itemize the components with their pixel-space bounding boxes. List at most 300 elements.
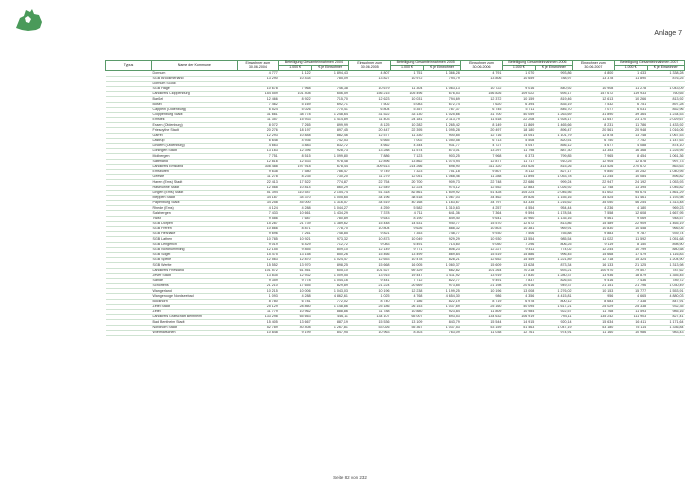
cell-value: 693,53: [423, 315, 460, 320]
cell-value: 7 580: [279, 169, 312, 174]
cell-value: 13 970: [279, 263, 312, 268]
cell-value: 11 279: [349, 175, 391, 180]
cell-value: 10 659: [502, 76, 535, 81]
cell-value: 1 894,43: [312, 71, 349, 76]
cell-value: 13 806: [461, 76, 503, 81]
cell-value: 693,21: [535, 268, 572, 273]
cell-value: 969,91: [535, 227, 572, 232]
cell-name: Twist: [152, 216, 238, 221]
cell-value: 1 047,19: [535, 325, 572, 330]
cell-value: 7 886: [349, 154, 391, 159]
cell-value: 787,37: [423, 107, 460, 112]
cell-value: 676,53: [423, 92, 460, 97]
cell-value: 10 266: [614, 97, 647, 102]
cell-value: 900,85: [423, 133, 460, 138]
cell-value: 8 871: [279, 227, 312, 232]
cell-value: 13 395: [614, 185, 647, 190]
subheader-eur-per-capita: € je Einwohner: [312, 66, 349, 71]
cell-value: 15 536: [349, 320, 391, 325]
cell-value: 51 394: [237, 190, 279, 195]
cell-value: 7 968: [461, 154, 503, 159]
cell-value: 1 148,86: [312, 304, 349, 309]
cell-value: 1 163,67: [423, 201, 460, 206]
cell-value: 12 244: [573, 247, 615, 252]
cell-value: 1 030,49: [647, 284, 684, 289]
cell-value: 12 878: [614, 159, 647, 164]
cell-name: Haselünne Stadt: [152, 185, 238, 190]
cell-value: 813,86: [535, 221, 572, 226]
cell-value: 13 499: [391, 252, 424, 257]
subheader-teur: 1.000 €: [614, 66, 647, 71]
cell-name: SGB Lengerich: [152, 242, 238, 247]
cell-value: 39 826: [502, 195, 535, 200]
cell-value: 101 572: [237, 268, 279, 273]
cell-value: 22 754: [349, 180, 391, 185]
cell-value: 4 880,03: [647, 294, 684, 299]
cell-value: 949,37: [535, 284, 572, 289]
cell-value: 156 826: [461, 92, 503, 97]
cell-value: 746,38: [312, 86, 349, 91]
cell-value: 8 190: [391, 216, 424, 221]
cell-value: 7 462: [237, 102, 279, 107]
cell-value: 3 883: [279, 144, 312, 149]
cell-value: 11 895: [502, 175, 535, 180]
cell-value: 4 665: [614, 294, 647, 299]
cell-value: 4 677: [573, 144, 615, 149]
cell-value: 1 061,36: [647, 154, 684, 159]
cell-value: 11 592: [614, 237, 647, 242]
cell-value: 1 265,42: [423, 123, 460, 128]
cell-value: 712,72: [312, 242, 349, 247]
cell-value: 16 005: [391, 263, 424, 268]
cell-value: 5 083: [391, 102, 424, 107]
cell-value: 11 330: [391, 133, 424, 138]
cell-value: 774,87: [312, 180, 349, 185]
cell-value: 7 968: [279, 86, 312, 91]
cell-value: 15 668: [573, 252, 615, 257]
cell-value: 8 072: [237, 123, 279, 128]
cell-value: 14 051: [502, 133, 535, 138]
cell-value: 1 037,69: [423, 304, 460, 309]
cell-value: 993,86: [535, 71, 572, 76]
cell-value: 197 918: [279, 164, 312, 169]
cell-value: 17 522: [279, 180, 312, 185]
cell-value: 34 258: [237, 201, 279, 206]
cell-value: 827,41: [647, 315, 684, 320]
cell-name: Bad Bentheim Stadt: [152, 320, 238, 325]
cell-value: 20 497: [461, 128, 503, 133]
cell-value: 1 389,62: [312, 221, 349, 226]
cell-value: 6 429: [279, 242, 312, 247]
cell-value: 34 519: [349, 201, 391, 206]
cell-value: 7 620: [461, 102, 503, 107]
cell-value: 12 653: [349, 258, 391, 263]
cell-value: 25 186: [349, 304, 391, 309]
cell-value: 11 786: [614, 123, 647, 128]
cell-value: 794,79: [423, 76, 460, 81]
cell-value: 882,46: [312, 133, 349, 138]
cell-value: 65 007: [391, 315, 424, 320]
subheader-teur: 1.000 €: [502, 66, 535, 71]
header-ew-2006: Einwohner zum 30.06.2006: [461, 61, 503, 71]
table-body: [106, 71, 685, 336]
cell-value: 12 224: [391, 185, 424, 190]
cell-value: 15 466: [349, 252, 391, 257]
cell-value: 1 005,65: [312, 195, 349, 200]
cell-value: 134 107: [349, 315, 391, 320]
cell-value: 6 713: [461, 138, 503, 143]
cell-value: 12 613: [573, 97, 615, 102]
cell-value: 999,24: [535, 180, 572, 185]
cell-name: Landkreis Grafschaft Bentheim: [152, 315, 238, 320]
cell-value: 311 320: [461, 164, 503, 169]
cell-name: Dornum: [152, 71, 238, 76]
cell-value: 922,57: [535, 310, 572, 315]
cell-value: 1 234,53: [647, 112, 684, 117]
cell-value: 10 921: [279, 237, 312, 242]
cell-value: 38 778: [279, 112, 312, 117]
cell-value: 820,51: [535, 138, 572, 143]
cell-name: SGB Brookmerland: [152, 76, 238, 81]
cell-value: 313 526: [573, 164, 615, 169]
cell-value: 79 507: [614, 268, 647, 273]
cell-name: Schortens: [152, 284, 238, 289]
cell-value: 5 357: [391, 107, 424, 112]
cell-value: 8 454: [614, 154, 647, 159]
cell-value: 800,12: [535, 299, 572, 304]
cell-value: 678,44: [312, 164, 349, 169]
cell-value: 794,11: [535, 315, 572, 320]
cell-value: 12 652: [461, 258, 503, 263]
cell-value: 1 043,03: [312, 289, 349, 294]
cell-value: 4 236: [573, 206, 615, 211]
cell-value: 715,70: [312, 97, 349, 102]
cell-name: Garrel: [152, 133, 238, 138]
cell-value: 931,77: [423, 144, 460, 149]
cell-name: Cappeln (Oldenburg): [152, 107, 238, 112]
cell-value: 827,17: [535, 169, 572, 174]
cell-value: 887,19: [312, 320, 349, 325]
cell-value: 7 265: [279, 123, 312, 128]
cell-value: 813,92: [647, 97, 684, 102]
cell-value: 10 159: [502, 97, 535, 102]
cell-typ: [106, 330, 152, 335]
cell-value: 1 204,90: [647, 258, 684, 263]
cell-value: 14 531: [391, 221, 424, 226]
cell-value: 896,47: [535, 128, 572, 133]
cell-value: 11 809: [461, 310, 503, 315]
cell-value: 7 712: [391, 278, 424, 283]
cell-value: 7 751: [237, 154, 279, 159]
cell-value: 25 129: [237, 304, 279, 309]
cell-value: 641,36: [423, 211, 460, 216]
cell-value: 863,63: [647, 164, 684, 169]
cell-value: 880,58: [647, 247, 684, 252]
cell-name: Barßel: [152, 97, 238, 102]
cell-value: 1 553,91: [647, 289, 684, 294]
cell-value: 956: [573, 294, 615, 299]
cell-value: 714,60: [423, 242, 460, 247]
cell-value: 1 225,95: [647, 149, 684, 154]
cell-value: 20 447: [349, 128, 391, 133]
cell-value: 82 861: [391, 190, 424, 195]
cell-value: 847,91: [647, 299, 684, 304]
cell-value: 846,70: [535, 107, 572, 112]
cell-value: 1 051,68: [647, 237, 684, 242]
cell-value: 10 866: [237, 227, 279, 232]
cell-value: 9 855: [279, 247, 312, 252]
cell-value: 21 210: [237, 284, 279, 289]
cell-value: 13 936: [573, 273, 615, 278]
cell-value: 9 083: [349, 242, 391, 247]
cell-value: 672,74: [423, 102, 460, 107]
cell-value: 1 093: [237, 294, 279, 299]
cell-value: 9 594: [502, 211, 535, 216]
cell-name: SGB Sögel: [152, 252, 238, 257]
cell-value: 9 050: [461, 242, 503, 247]
cell-value: 18 197: [279, 128, 312, 133]
cell-value: 1 044,16: [312, 278, 349, 283]
cell-value: 101 264: [461, 268, 503, 273]
cell-value: 898,90: [647, 242, 684, 247]
cell-value: 785,09: [312, 76, 349, 81]
cell-value: 22 686: [502, 180, 535, 185]
cell-value: 154 559: [237, 92, 279, 97]
cell-value: 1 216,62: [535, 201, 572, 206]
cell-value: 9 787: [614, 232, 647, 237]
cell-value: 780,89: [312, 216, 349, 221]
header-ges-2004: Beteiligung Gesamteinnahmen 2004: [279, 61, 349, 66]
cell-value: 11 869: [502, 123, 535, 128]
cell-name: Saterland: [152, 159, 238, 164]
cell-value: 15 448: [349, 221, 391, 226]
cell-value: 1 411,92: [423, 273, 460, 278]
cell-value: 788,97: [535, 76, 572, 81]
cell-value: 1 248,64: [312, 112, 349, 117]
cell-value: 12 552: [461, 185, 503, 190]
cell-value: 6 373: [502, 154, 535, 159]
cell-value: 12 149: [349, 247, 391, 252]
cell-value: 10 972: [391, 76, 424, 81]
cell-name: Landkreis Friesland: [152, 268, 238, 273]
cell-value: 5 508: [502, 138, 535, 143]
cell-value: 100 970: [573, 268, 615, 273]
cell-value: 34 797: [461, 201, 503, 206]
cell-value: 22 748: [461, 180, 503, 185]
cell-value: 940,77: [423, 221, 460, 226]
cell-value: 1 070: [502, 71, 535, 76]
cell-value: 7 502: [349, 102, 391, 107]
cell-value: 9 119: [573, 242, 615, 247]
cell-value: 12 577: [349, 133, 391, 138]
cell-value: 13 158: [279, 252, 312, 257]
cell-value: 7 123: [391, 154, 424, 159]
cell-value: 4 257: [461, 206, 503, 211]
cell-value: 1 116,83: [647, 252, 684, 257]
cell-value: 8 235: [279, 175, 312, 180]
cell-value: 789,72: [647, 278, 684, 283]
cell-value: 1 609,92: [423, 190, 460, 195]
cell-value: 973,85: [423, 284, 460, 289]
cell-value: 1 046,82: [647, 185, 684, 190]
coat-of-arms-logo: [12, 6, 46, 36]
cell-value: 985,16: [647, 310, 684, 315]
cell-value: 806,23: [423, 247, 460, 252]
header-ew-2007: Einwohner zum 30.06.2007: [573, 61, 615, 71]
cell-name: SGB Dörpen: [152, 221, 238, 226]
cell-value: 9 807: [461, 169, 503, 174]
cell-value: 1 044,27: [312, 206, 349, 211]
cell-value: 847,95: [312, 330, 349, 335]
cell-value: 51 318: [349, 190, 391, 195]
cell-value: 9 638: [237, 169, 279, 174]
cell-value: 10 381: [502, 227, 535, 232]
cell-value: 1 193,98: [647, 195, 684, 200]
cell-value: 815,26: [535, 164, 572, 169]
cell-value: 6 394: [502, 102, 535, 107]
cell-value: 1 067,53: [647, 133, 684, 138]
cell-value: 40 168: [391, 201, 424, 206]
cell-value: 8 780: [237, 299, 279, 304]
cell-value: 31 661: [237, 112, 279, 117]
header-ges-2007: Beteiligung Gesamteinnahmen 2007: [614, 61, 684, 66]
cell-name: Landkreis Emsland: [152, 164, 238, 169]
cell-value: 939,74: [647, 232, 684, 237]
cell-value: 15 570: [461, 221, 503, 226]
cell-value: 6 978: [502, 299, 535, 304]
cell-value: 10 803: [461, 227, 503, 232]
cell-value: 11 245: [573, 175, 615, 180]
cell-value: 10 986: [614, 330, 647, 335]
cell-value: 25 029: [573, 304, 615, 309]
cell-value: 1 099,80: [312, 154, 349, 159]
cell-value: 15 886: [502, 252, 535, 257]
cell-value: 119 933: [614, 92, 647, 97]
cell-value: 748,85: [312, 232, 349, 237]
cell-name: SGB Freren: [152, 227, 238, 232]
cell-value: 1 025,66: [423, 112, 460, 117]
cell-value: 13 919: [461, 273, 503, 278]
cell-value: 856,12: [535, 144, 572, 149]
cell-value: 33 130: [391, 112, 424, 117]
cell-value: 22 208: [502, 118, 535, 123]
cell-value: 9 199: [279, 330, 312, 335]
cell-value: 899,99: [312, 123, 349, 128]
cell-value: 13 297: [461, 149, 503, 154]
cell-value: 23 170: [614, 118, 647, 123]
cell-value: 8 922: [279, 97, 312, 102]
cell-value: 10 880: [391, 310, 424, 315]
cell-value: 898,25: [312, 263, 349, 268]
cell-value: 40 059: [502, 112, 535, 117]
cell-value: 10 196: [349, 289, 391, 294]
cell-value: 12 238: [391, 289, 424, 294]
header-ges-2005: Beteiligung Gesamteinnahmen 2005: [391, 61, 461, 66]
cell-value: 997,73: [647, 159, 684, 164]
cell-value: 9 561: [573, 216, 615, 221]
cell-value: 12 883: [502, 185, 535, 190]
cell-value: 22 909: [614, 221, 647, 226]
cell-value: 7 436: [614, 278, 647, 283]
cell-value: 9 930: [461, 232, 503, 237]
cell-value: 822,77: [423, 278, 460, 283]
cell-value: 34 187: [237, 195, 279, 200]
cell-value: 12 870: [279, 258, 312, 263]
cell-value: 12 396: [279, 149, 312, 154]
cell-name: Molbergen: [152, 154, 238, 159]
subheader-eur-per-capita: € je Einwohner: [647, 66, 684, 71]
cell-value: 755,88: [535, 232, 572, 237]
cell-name: Friesoythe Stadt: [152, 128, 238, 133]
cell-value: 135 242: [573, 315, 615, 320]
cell-value: 16 133: [573, 263, 615, 268]
cell-value: 11 779: [237, 310, 279, 315]
cell-value: 888,86: [312, 310, 349, 315]
cell-name: SGB Werlte: [152, 263, 238, 268]
header-ew-2005: Einwohner zum 30.06.2005: [349, 61, 391, 71]
cell-name: SGB Nordhümmling: [152, 247, 238, 252]
cell-value: 16 411: [614, 320, 647, 325]
cell-value: 1 434,29: [312, 211, 349, 216]
cell-value: 9 626: [391, 227, 424, 232]
cell-value: 10 084: [614, 175, 647, 180]
cell-value: 12 533: [279, 159, 312, 164]
cell-value: 9 069: [614, 216, 647, 221]
cell-value: 698,90: [423, 164, 460, 169]
cell-name: SGB Lathen: [152, 237, 238, 242]
cell-value: 11 647: [573, 118, 615, 123]
cell-value: 12 155: [237, 247, 279, 252]
cell-value: 849,40: [423, 216, 460, 221]
cell-value: 24 181: [391, 118, 424, 123]
cell-name: Wietmarschen: [152, 330, 238, 335]
cell-value: 11 278: [614, 86, 647, 91]
cell-value: 15 287: [237, 221, 279, 226]
cell-name: Lastrup: [152, 138, 238, 143]
header-typ: Typus: [106, 61, 152, 71]
cell-name: SGB Hage: [152, 86, 238, 91]
cell-value: 25 160: [461, 304, 503, 309]
cell-value: 34 196: [349, 195, 391, 200]
cell-value: 873,34: [535, 263, 572, 268]
cell-value: 11 278: [237, 175, 279, 180]
cell-value: 17 830: [502, 273, 535, 278]
cell-name: Emsbüren: [152, 169, 238, 174]
cell-value: 9 771: [391, 247, 424, 252]
cell-value: 12 227: [461, 247, 503, 252]
cell-value: 5 169: [279, 102, 312, 107]
cell-value: 4 800: [573, 71, 615, 76]
cell-value: 12 466: [237, 97, 279, 102]
cell-value: 15 405: [237, 320, 279, 325]
cell-value: 5 711: [502, 107, 535, 112]
cell-value: 4 047: [502, 144, 535, 149]
cell-value: 897,28: [647, 102, 684, 107]
cell-value: 770,41: [312, 107, 349, 112]
cell-value: 1 414,89: [312, 118, 349, 123]
cell-value: 12 905: [573, 159, 615, 164]
cell-value: 6 648: [237, 138, 279, 143]
cell-value: 787,62: [647, 268, 684, 273]
cell-value: 1 024,47: [312, 258, 349, 263]
annex-label: Anlage 7: [654, 30, 682, 37]
cell-value: 55 367: [391, 325, 424, 330]
cell-value: 101 408: [279, 92, 312, 97]
cell-value: 7 532: [573, 102, 615, 107]
cell-value: 20 948: [614, 128, 647, 133]
cell-value: 1 310,63: [423, 206, 460, 211]
cell-value: 46 254: [614, 201, 647, 206]
